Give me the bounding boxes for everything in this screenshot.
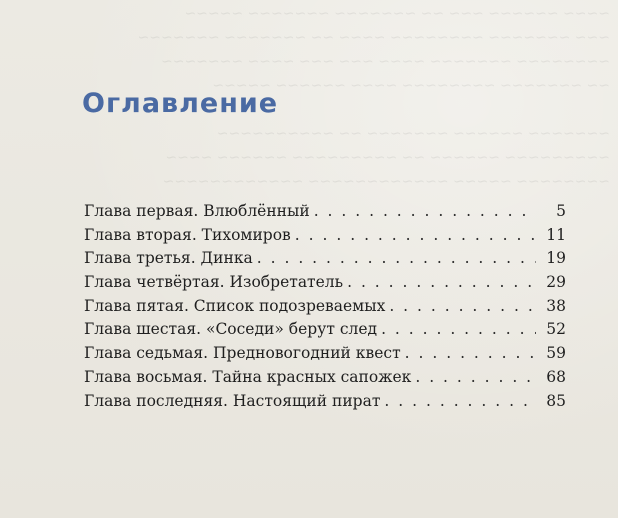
toc-page-number: 85 <box>546 391 566 410</box>
toc-dot-leader <box>257 249 536 267</box>
toc-dot-leader <box>405 344 536 362</box>
toc-entry[interactable] <box>84 297 566 321</box>
toc-page-number: 59 <box>546 344 566 363</box>
toc-dot-leader <box>295 226 536 244</box>
toc-page-number: 68 <box>546 367 566 386</box>
toc-dot-leader <box>381 320 536 338</box>
toc-chapter-title: Глава шестая. «Соседи» берут след <box>84 320 378 339</box>
toc-chapter-title: Глава первая. Влюблённый <box>84 202 310 220</box>
toc-page-number: 38 <box>546 296 566 315</box>
toc-entry[interactable] <box>84 320 566 344</box>
toc-page-number: 52 <box>546 320 566 339</box>
toc-entry[interactable] <box>84 368 566 392</box>
toc-entry[interactable] <box>84 202 566 226</box>
toc-entry[interactable] <box>84 249 566 273</box>
toc-chapter-title: Глава четвёртая. Изобретатель <box>84 273 344 292</box>
toc-dot-leader <box>415 368 536 386</box>
toc-entry[interactable] <box>84 392 566 416</box>
toc-page-number: 5 <box>556 202 566 220</box>
toc-dot-leader <box>347 273 536 291</box>
page-title: Оглавление <box>82 88 279 119</box>
toc-dot-leader <box>384 392 536 410</box>
toc-chapter-title: Глава пятая. Список подозреваемых <box>84 296 386 315</box>
toc-page-number: 19 <box>546 249 566 268</box>
toc-dot-leader <box>314 202 536 220</box>
toc-chapter-title: Глава последняя. Настоящий пират <box>84 391 381 410</box>
toc-entry[interactable] <box>84 273 566 297</box>
bleed-through-texture: ~~~~ ~~~~~~ ~~~ ~~ ~~~~~~~ ~~~~~~~ ~~~~~ ~~~ ~~~~~~~ ~~~~~~~~ ~~~~ ~~ ~~~~~~~ ~~~~~~~ ~~~~~~~~ ~~~~~~~ ~~~~ ~~~ ~~~ ~~~~ ~~~~~~~ ~~ ~~~~~~~ ~~~~~~~~ ~~~~ ~~~~~~ ~~~~~ ~~~~~~~ ~~~~~~ ~~~~~~~ ~~ ~~~~~~~~~~ ~~~~~~~~~ ~~~~~~ ~~ ~~~~~~~~~ ~~~~~~ ~~~~ ~~~~~~~~ ~~~~~ ~~~~~~~~~~~~ ~~~~~~~~~~~~ <box>137 6 610 190</box>
toc-chapter-title: Глава третья. Динка <box>84 249 253 268</box>
toc-chapter-title: Глава восьмая. Тайна красных сапожек <box>84 367 412 386</box>
toc-dot-leader <box>389 297 536 315</box>
toc-chapter-title: Глава вторая. Тихомиров <box>84 225 291 244</box>
toc-page-number: 29 <box>546 273 566 292</box>
toc-entry[interactable] <box>84 344 566 368</box>
toc-chapter-title: Глава седьмая. Предновогодний квест <box>84 344 401 363</box>
toc-entry[interactable] <box>84 226 566 250</box>
toc-page-number: 11 <box>546 225 566 244</box>
table-of-contents <box>84 202 566 415</box>
